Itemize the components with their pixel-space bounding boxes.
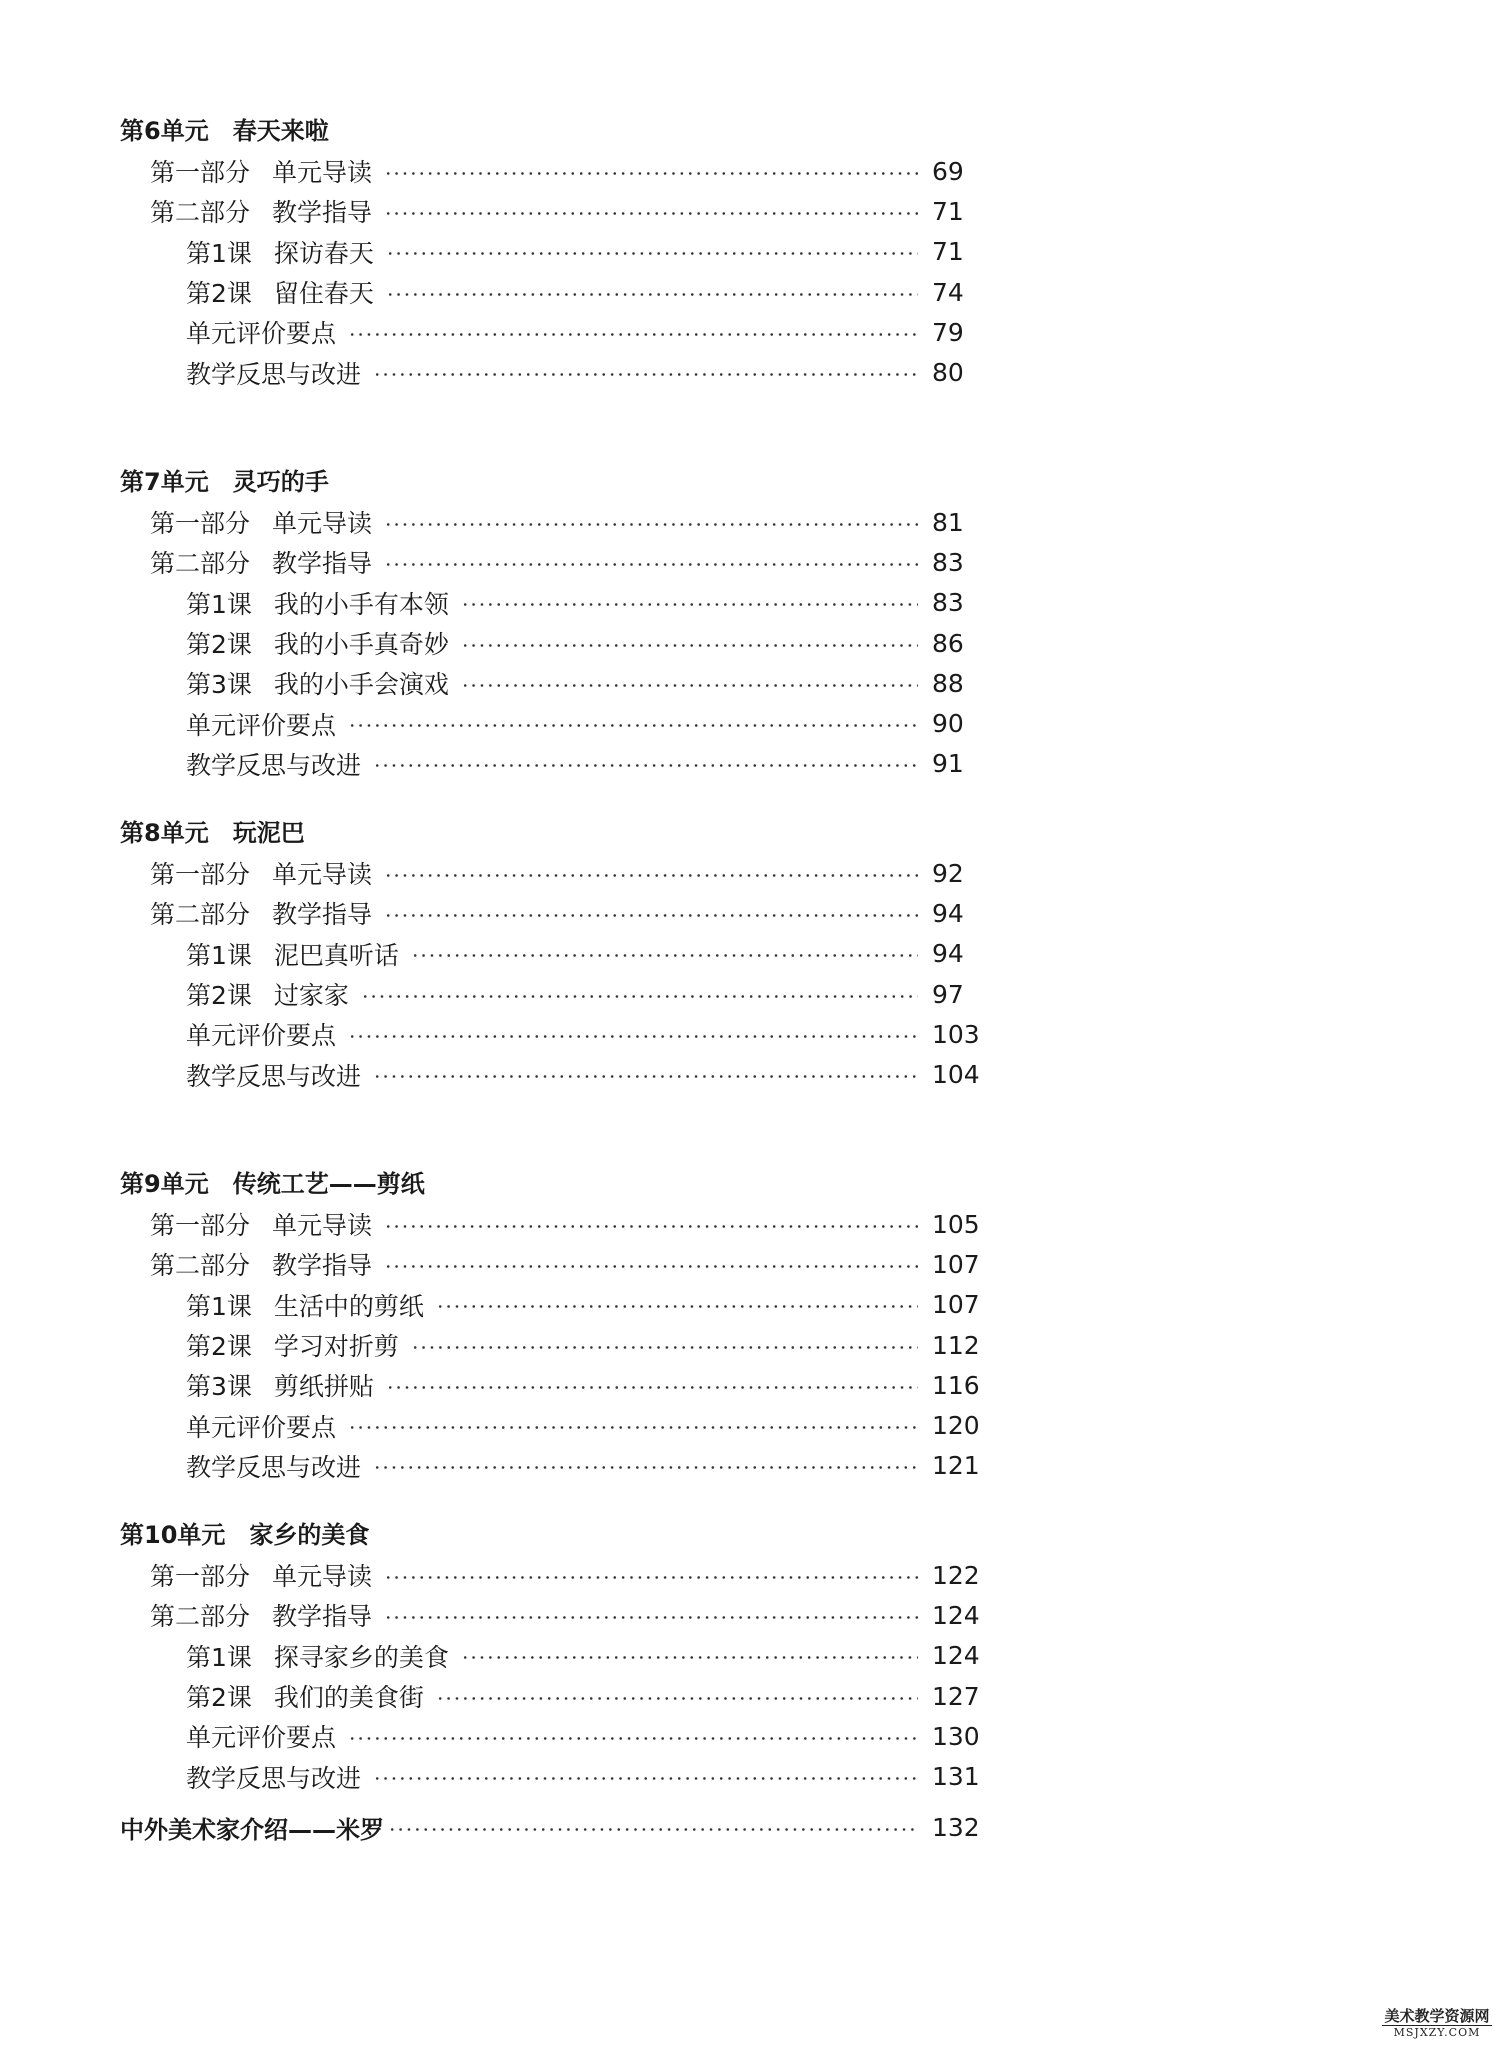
toc-unit xyxy=(0,1515,1496,1797)
page-number: 91 xyxy=(932,749,964,779)
page-number: 83 xyxy=(932,547,964,577)
toc-entry[interactable] xyxy=(150,1244,980,1284)
dot-leader xyxy=(373,1777,918,1780)
page-number: 104 xyxy=(932,1060,980,1090)
page-number: 116 xyxy=(932,1370,980,1400)
dot-leader xyxy=(384,914,918,917)
entry-number: 第二部分 xyxy=(150,549,251,579)
page-number: 107 xyxy=(932,1290,980,1320)
entry-title: 单元导读 xyxy=(272,1211,373,1241)
toc-entry[interactable] xyxy=(186,1405,980,1445)
dot-leader xyxy=(388,1828,918,1831)
dot-leader xyxy=(384,563,918,566)
toc-entry[interactable] xyxy=(150,191,980,231)
toc-entry[interactable] xyxy=(186,232,980,272)
toc-entry[interactable] xyxy=(186,1365,980,1405)
entry-title: 教学指导 xyxy=(272,198,373,228)
toc-entry[interactable] xyxy=(186,663,980,703)
toc-unit xyxy=(0,1164,1496,1486)
page-number: 124 xyxy=(932,1600,980,1630)
page-number: 122 xyxy=(932,1560,980,1590)
toc-entry[interactable] xyxy=(186,934,980,974)
dot-leader xyxy=(384,523,918,526)
toc-entry[interactable] xyxy=(186,1054,980,1094)
toc-entry[interactable] xyxy=(186,1285,980,1325)
dot-leader xyxy=(348,724,918,727)
entry-title: 中外美术家介绍——米罗 xyxy=(120,1815,384,1844)
entry-label xyxy=(150,895,372,931)
entry-title: 教学指导 xyxy=(272,900,373,930)
entry-label xyxy=(186,314,336,350)
dot-leader xyxy=(411,1346,918,1349)
dot-leader xyxy=(386,252,918,255)
entry-label xyxy=(186,1678,424,1714)
entry-title: 教学反思与改进 xyxy=(186,359,362,389)
entry-number: 第2课 xyxy=(186,279,252,309)
page-number: 120 xyxy=(932,1411,980,1441)
entry-label xyxy=(186,1759,361,1795)
dot-leader xyxy=(386,1386,918,1389)
page-number: 112 xyxy=(932,1330,980,1360)
toc-entry[interactable] xyxy=(150,542,980,582)
entry-number: 第1课 xyxy=(186,940,252,970)
toc-entry[interactable] xyxy=(186,744,980,784)
entry-number: 第1课 xyxy=(186,589,252,619)
toc-entry[interactable] xyxy=(186,1716,980,1756)
toc-entry[interactable] xyxy=(150,151,980,191)
entry-number: 第1课 xyxy=(186,1291,252,1321)
page-number: 121 xyxy=(932,1451,980,1481)
toc-entry[interactable] xyxy=(150,853,980,893)
entry-title: 教学指导 xyxy=(272,1602,373,1632)
page-number: 86 xyxy=(932,628,964,658)
page-number: 131 xyxy=(932,1762,980,1792)
dot-leader xyxy=(348,333,918,336)
entry-label xyxy=(186,234,374,270)
entry-label xyxy=(150,1206,372,1242)
page-number: 132 xyxy=(932,1812,980,1842)
entry-number: 第1课 xyxy=(186,1642,252,1672)
toc-entry[interactable] xyxy=(150,1595,980,1635)
entry-label xyxy=(186,1057,361,1093)
entry-label xyxy=(186,976,349,1012)
page-number: 83 xyxy=(932,588,964,618)
dot-leader xyxy=(384,1616,918,1619)
toc-entry[interactable] xyxy=(186,703,980,743)
entry-label xyxy=(186,585,449,621)
entry-title: 留住春天 xyxy=(273,279,374,309)
page-number: 69 xyxy=(932,156,964,186)
page-number: 88 xyxy=(932,668,964,698)
toc-entry[interactable] xyxy=(186,1325,980,1365)
dot-leader xyxy=(436,1697,918,1700)
entry-number: 第一部分 xyxy=(150,860,251,890)
dot-leader xyxy=(348,1737,918,1740)
entry-label xyxy=(186,1287,424,1323)
unit-title[interactable]: 第8单元 玩泥巴 xyxy=(120,819,305,847)
entry-number: 第2课 xyxy=(186,630,252,660)
page-number: 74 xyxy=(932,277,964,307)
toc-entry[interactable] xyxy=(186,312,980,352)
entry-title: 教学指导 xyxy=(272,1251,373,1281)
entry-label xyxy=(186,1367,374,1403)
page-number: 79 xyxy=(932,317,964,347)
dot-leader xyxy=(373,373,918,376)
page-number: 90 xyxy=(932,709,964,739)
dot-leader xyxy=(373,1075,918,1078)
watermark-url: MSJXZY.COM xyxy=(1382,2025,1492,2039)
entry-number: 第一部分 xyxy=(150,158,251,188)
dot-leader xyxy=(386,293,918,296)
page-number: 103 xyxy=(932,1019,980,1049)
final-toc-entry[interactable] xyxy=(120,1807,980,1847)
page-number: 97 xyxy=(932,979,964,1009)
dot-leader xyxy=(384,1265,918,1268)
dot-leader xyxy=(348,1426,918,1429)
toc-entry[interactable] xyxy=(186,974,980,1014)
entry-number: 第二部分 xyxy=(150,198,251,228)
entry-title: 我们的美食街 xyxy=(273,1683,424,1713)
entry-title: 探访春天 xyxy=(273,238,374,268)
dot-leader xyxy=(384,1225,918,1228)
dot-leader xyxy=(384,212,918,215)
entry-label xyxy=(150,1246,372,1282)
entry-label xyxy=(186,1016,336,1052)
entry-label xyxy=(186,665,449,701)
entry-label xyxy=(186,1327,399,1363)
toc-entry[interactable] xyxy=(150,1555,980,1595)
dot-leader xyxy=(384,874,918,877)
entry-label xyxy=(186,1638,449,1674)
unit-title[interactable]: 第7单元 灵巧的手 xyxy=(120,468,329,496)
entry-number: 第3课 xyxy=(186,670,252,700)
entry-label xyxy=(186,706,336,742)
toc-entry[interactable] xyxy=(186,272,980,312)
toc-entry[interactable] xyxy=(186,583,980,623)
entry-title: 单元评价要点 xyxy=(186,710,337,740)
entry-label xyxy=(150,153,372,189)
page-number: 71 xyxy=(932,237,964,267)
watermark-site-name: 美术教学资源网 xyxy=(1384,2007,1490,2025)
toc-entry[interactable] xyxy=(186,1636,980,1676)
toc-entry[interactable] xyxy=(186,1756,980,1796)
entry-title: 教学反思与改进 xyxy=(186,1452,362,1482)
entry-title: 教学反思与改进 xyxy=(186,1061,362,1091)
entry-label xyxy=(186,1448,361,1484)
page-number: 81 xyxy=(932,507,964,537)
page-number: 94 xyxy=(932,898,964,928)
entry-number: 第2课 xyxy=(186,981,252,1011)
page-number: 71 xyxy=(932,196,964,226)
page-number: 124 xyxy=(932,1641,980,1671)
entry-label xyxy=(186,936,399,972)
entry-number: 第3课 xyxy=(186,1372,252,1402)
entry-label xyxy=(186,746,361,782)
entry-number: 第1课 xyxy=(186,238,252,268)
dot-leader xyxy=(461,644,918,647)
entry-title: 我的小手会演戏 xyxy=(273,670,449,700)
entry-label xyxy=(186,1718,336,1754)
page-number: 127 xyxy=(932,1681,980,1711)
watermark-logo xyxy=(1382,2007,1492,2039)
entry-title: 我的小手真奇妙 xyxy=(273,630,449,660)
page-number: 92 xyxy=(932,858,964,888)
entry-title: 单元导读 xyxy=(272,860,373,890)
entry-label xyxy=(186,625,449,661)
dot-leader xyxy=(384,1576,918,1579)
entry-title: 单元评价要点 xyxy=(186,1723,337,1753)
entry-title: 教学反思与改进 xyxy=(186,1763,362,1793)
entry-label xyxy=(150,193,372,229)
toc-entry[interactable] xyxy=(186,1446,980,1486)
toc-entry[interactable] xyxy=(186,1014,980,1054)
dot-leader xyxy=(461,1656,918,1659)
entry-title: 单元评价要点 xyxy=(186,319,337,349)
entry-number: 第一部分 xyxy=(150,1562,251,1592)
entry-label xyxy=(186,274,374,310)
dot-leader xyxy=(373,764,918,767)
entry-number: 第2课 xyxy=(186,1683,252,1713)
entry-title: 单元导读 xyxy=(272,158,373,188)
page-number: 94 xyxy=(932,939,964,969)
page-number: 130 xyxy=(932,1721,980,1751)
dot-leader xyxy=(461,603,918,606)
entry-title: 单元评价要点 xyxy=(186,1412,337,1442)
entry-title: 单元评价要点 xyxy=(186,1021,337,1051)
entry-label xyxy=(150,544,372,580)
entry-title: 单元导读 xyxy=(272,1562,373,1592)
entry-title: 生活中的剪纸 xyxy=(273,1291,424,1321)
entry-number: 第二部分 xyxy=(150,1251,251,1281)
entry-label xyxy=(186,1408,336,1444)
entry-number: 第一部分 xyxy=(150,1211,251,1241)
entry-label xyxy=(150,1597,372,1633)
entry-label xyxy=(186,355,361,391)
dot-leader xyxy=(384,172,918,175)
toc-entry[interactable] xyxy=(186,623,980,663)
entry-number: 第一部分 xyxy=(150,509,251,539)
dot-leader xyxy=(411,954,918,957)
toc-entry[interactable] xyxy=(186,1676,980,1716)
toc-entry[interactable] xyxy=(150,1204,980,1244)
unit-title[interactable]: 第10单元 家乡的美食 xyxy=(120,1521,370,1549)
dot-leader xyxy=(461,684,918,687)
entry-number: 第二部分 xyxy=(150,900,251,930)
toc-unit xyxy=(0,813,1496,1095)
toc-unit xyxy=(0,111,1496,393)
dot-leader xyxy=(348,1035,918,1038)
entry-number: 第二部分 xyxy=(150,1602,251,1632)
toc-entry[interactable] xyxy=(150,893,980,933)
entry-title: 教学指导 xyxy=(272,549,373,579)
dot-leader xyxy=(436,1305,918,1308)
dot-leader xyxy=(373,1466,918,1469)
entry-title: 我的小手有本领 xyxy=(273,589,449,619)
toc-entry[interactable] xyxy=(186,352,980,392)
entry-label xyxy=(150,1557,372,1593)
entry-label xyxy=(150,504,372,540)
unit-title[interactable]: 第9单元 传统工艺——剪纸 xyxy=(120,1170,425,1198)
entry-title: 泥巴真听话 xyxy=(273,940,399,970)
entry-title: 过家家 xyxy=(273,981,349,1011)
page-number: 105 xyxy=(932,1209,980,1239)
toc-entry[interactable] xyxy=(150,502,980,542)
entry-title: 单元导读 xyxy=(272,509,373,539)
dot-leader xyxy=(361,995,918,998)
entry-title: 剪纸拼贴 xyxy=(273,1372,374,1402)
entry-label xyxy=(150,855,372,891)
page-number: 107 xyxy=(932,1249,980,1279)
unit-title[interactable]: 第6单元 春天来啦 xyxy=(120,117,329,145)
toc-unit xyxy=(0,462,1496,784)
entry-title: 教学反思与改进 xyxy=(186,750,362,780)
page-number: 80 xyxy=(932,358,964,388)
entry-title: 探寻家乡的美食 xyxy=(273,1642,449,1672)
entry-title: 学习对折剪 xyxy=(273,1332,399,1362)
entry-number: 第2课 xyxy=(186,1332,252,1362)
